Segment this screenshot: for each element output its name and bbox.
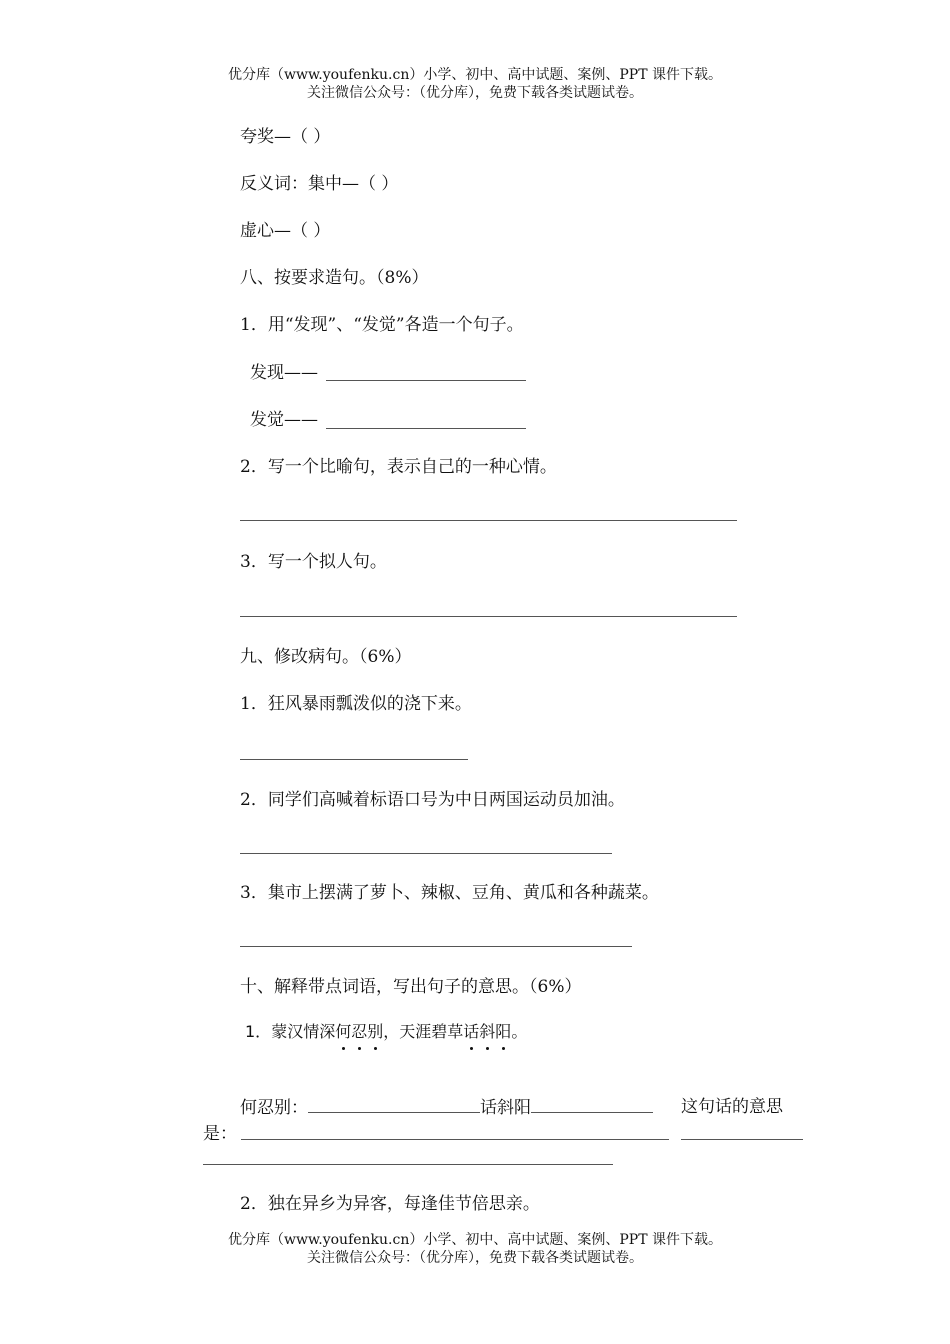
meaning-answer-blank-2[interactable] xyxy=(681,1139,803,1140)
dotted-char-hua: 话 xyxy=(463,1022,480,1041)
faxian-label: 发现—— xyxy=(250,363,318,383)
dotted-char-he: 何 xyxy=(335,1022,352,1041)
section-8-question-2: 2．写一个比喻句，表示自己的一种心情。 xyxy=(240,457,557,477)
poem-line-1 xyxy=(245,1021,527,1043)
section-9-answer-3-blank[interactable] xyxy=(240,946,632,947)
section-10-title: 十、解释带点词语，写出句子的意思。（6%） xyxy=(240,977,582,997)
dotted-char-yang: 阳 xyxy=(495,1022,512,1041)
poem-text-a: 蒙汉情深 xyxy=(271,1022,336,1041)
header-line-2: 关注微信公众号：（优分库），免费下载各类试题试卷。 xyxy=(307,85,643,101)
dotted-char-ren: 忍 xyxy=(351,1022,368,1041)
meaning-answer-blank-1[interactable] xyxy=(241,1139,669,1140)
antonym-item-xuxin: 虚心—（ ） xyxy=(240,221,331,241)
poem-end: 。 xyxy=(511,1022,528,1041)
section-9-question-2: 2．同学们高喊着标语口号为中日两国运动员加油。 xyxy=(240,790,625,810)
huaxieyang-answer-blank[interactable] xyxy=(531,1096,653,1113)
header-line-1: 优分库（www.youfenku.cn）小学、初中、高中试题、案例、PPT 课件下载。 xyxy=(227,67,722,83)
section-9-question-3: 3．集市上摆满了萝卜、辣椒、豆角、黄瓜和各种蔬菜。 xyxy=(240,883,659,903)
page-footer xyxy=(0,1231,950,1267)
dotted-char-bie: 别 xyxy=(367,1022,384,1041)
section-9-answer-1-blank[interactable] xyxy=(240,759,468,760)
section-8-title: 八、按要求造句。（8%） xyxy=(240,268,429,288)
antonym-item-jizhong: 反义词：集中—（ ） xyxy=(240,174,399,194)
kuajiang-item: 夸奖—（ ） xyxy=(240,127,331,147)
herenbie-label: 何忍别： xyxy=(240,1098,308,1118)
page-header xyxy=(0,66,950,102)
section-8-question-1: 1．用“发现”、“发觉”各造一个句子。 xyxy=(240,315,524,335)
faju-label: 发觉—— xyxy=(250,410,318,430)
section-10-question-2: 2．独在异乡为异客，每逢佳节倍思亲。 xyxy=(240,1194,540,1214)
section-9-answer-2-blank[interactable] xyxy=(240,853,612,854)
meaning-answer-blank-3[interactable] xyxy=(203,1164,613,1165)
section-8-question-3: 3．写一个拟人句。 xyxy=(240,552,387,572)
dotted-char-xie: 斜 xyxy=(479,1022,496,1041)
meaning-label: 这句话的意思 xyxy=(681,1097,783,1117)
faxian-answer-blank[interactable] xyxy=(326,380,526,381)
simile-answer-blank[interactable] xyxy=(240,520,737,521)
footer-line-2: 关注微信公众号：（优分库），免费下载各类试题试卷。 xyxy=(307,1250,643,1266)
faju-answer-blank[interactable] xyxy=(326,428,526,429)
shi-label: 是： xyxy=(203,1124,237,1144)
section-9-question-1: 1．狂风暴雨瓢泼似的浇下来。 xyxy=(240,694,472,714)
footer-line-1: 优分库（www.youfenku.cn）小学、初中、高中试题、案例、PPT 课件下载。 xyxy=(227,1232,722,1248)
section-9-title: 九、修改病句。（6%） xyxy=(240,647,412,667)
herenbie-answer-blank[interactable] xyxy=(308,1096,480,1113)
explain-row-1 xyxy=(240,1096,653,1119)
poem-prefix: 1． xyxy=(245,1022,272,1041)
huaxieyang-label: 话斜阳 xyxy=(480,1098,531,1118)
personification-answer-blank[interactable] xyxy=(240,616,737,617)
poem-text-b: ，天涯碧草 xyxy=(383,1022,464,1041)
